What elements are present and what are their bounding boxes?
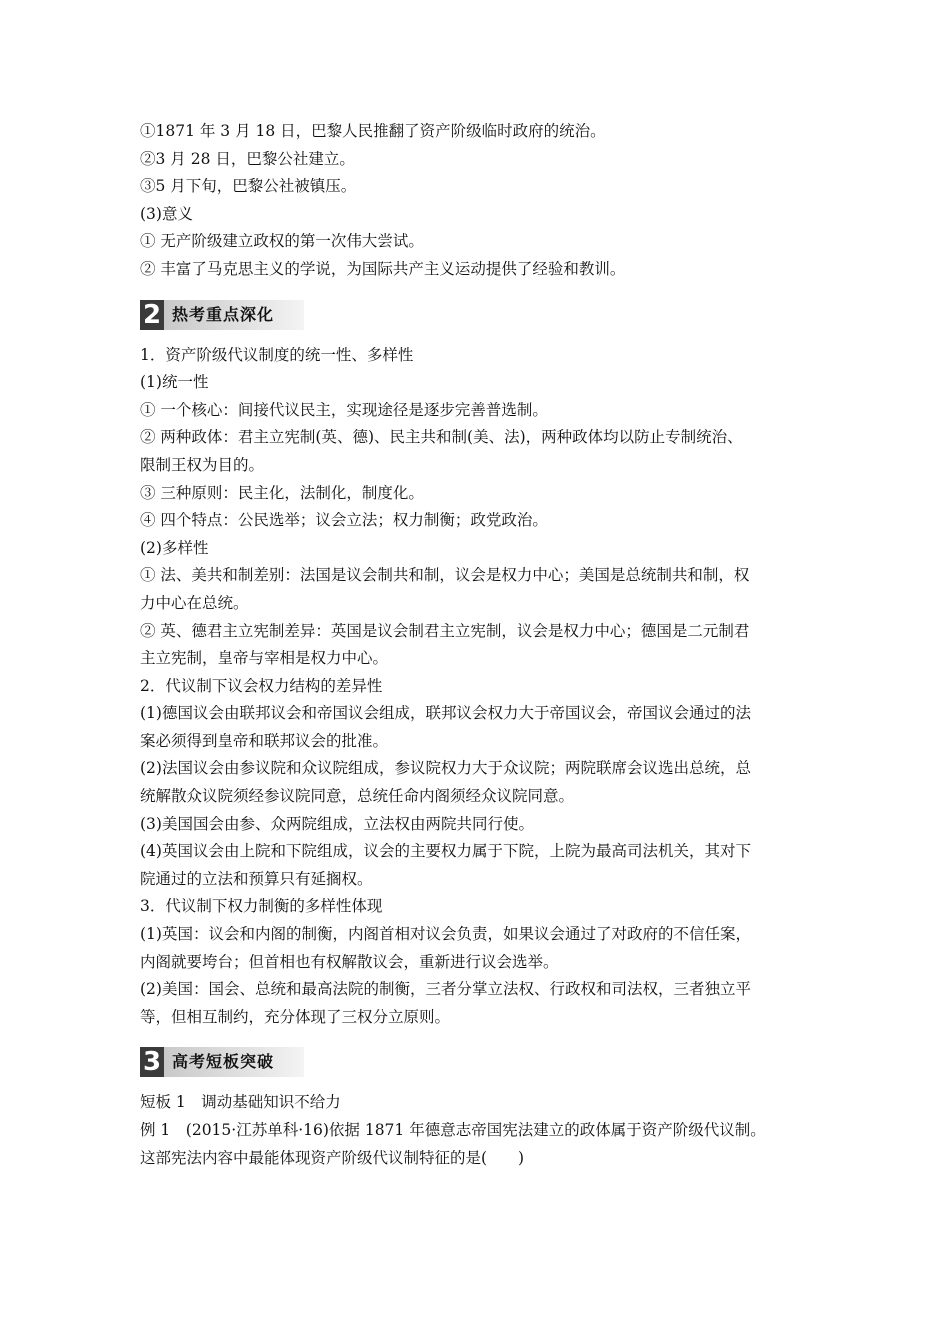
- paris-commune-block: [140, 118, 830, 284]
- text-line: ③5 月下旬，巴黎公社被镇压。: [140, 177, 357, 196]
- section-title: 高考短板突破: [164, 1047, 304, 1077]
- text-line: 限制王权为目的。: [140, 455, 265, 474]
- text-line: (1)德国议会由联邦议会和帝国议会组成，联邦议会权力大于帝国议会，帝国议会通过的法: [140, 704, 751, 723]
- text-line: ②3 月 28 日，巴黎公社建立。: [140, 149, 355, 168]
- text-line: 2．代议制下议会权力结构的差异性: [140, 676, 383, 695]
- text-line: (1)统一性: [140, 373, 209, 392]
- text-line: (3)意义: [140, 204, 193, 223]
- weak-points-block: [140, 1089, 830, 1172]
- section-header-3: [140, 1047, 830, 1077]
- text-line: 1．资产阶级代议制度的统一性、多样性: [140, 345, 414, 364]
- text-line: ① 一个核心：间接代议民主，实现途径是逐步完善普选制。: [140, 400, 548, 419]
- text-line: 3．代议制下权力制衡的多样性体现: [140, 897, 383, 916]
- text-line: ④ 四个特点：公民选举；议会立法；权力制衡；政党政治。: [140, 511, 548, 530]
- key-points-block: [140, 342, 830, 1032]
- document-page: [140, 118, 830, 1172]
- section-number: 2: [140, 300, 164, 330]
- section-number: 3: [140, 1047, 164, 1077]
- text-line: ①1871 年 3 月 18 日，巴黎人民推翻了资产阶级临时政府的统治。: [140, 122, 606, 140]
- text-line: (2)法国议会由参议院和众议院组成，参议院权力大于众议院；两院联席会议选出总统，总: [140, 759, 751, 778]
- text-line: (4)英国议会由上院和下院组成，议会的主要权力属于下院，上院为最高司法机关，其对下: [140, 842, 751, 861]
- text-line: ① 法、美共和制差别：法国是议会制共和制，议会是权力中心；美国是总统制共和制，权: [140, 566, 750, 585]
- text-line: 力中心在总统。: [140, 593, 249, 612]
- text-line: 内阁就要垮台；但首相也有权解散议会，重新进行议会选举。: [140, 952, 559, 971]
- text-line: 等，但相互制约，充分体现了三权分立原则。: [140, 1007, 451, 1026]
- text-line: ② 两种政体：君主立宪制(英、德)、民主共和制(美、法)，两种政体均以防止专制统治、: [140, 428, 743, 447]
- text-line: 案必须得到皇帝和联邦议会的批准。: [140, 731, 389, 750]
- text-line: (2)美国：国会、总统和最高法院的制衡，三者分掌立法权、行政权和司法权，三者独立平: [140, 980, 751, 999]
- section-header-2: [140, 300, 830, 330]
- text-line: 统解散众议院须经参议院同意，总统任命内阁须经众议院同意。: [140, 787, 575, 806]
- text-line: (3)美国国会由参、众两院组成，立法权由两院共同行使。: [140, 814, 534, 833]
- text-line: 例 1 (2015·江苏单科·16)依据 1871 年德意志帝国宪法建立的政体属于资产阶级代议制。: [140, 1121, 766, 1139]
- text-line: 主立宪制，皇帝与宰相是权力中心。: [140, 649, 389, 668]
- text-line: ② 英、德君主立宪制差异：英国是议会制君主立宪制，议会是权力中心；德国是二元制君: [140, 621, 750, 640]
- text-line: ③ 三种原则：民主化，法制化，制度化。: [140, 483, 424, 502]
- text-line: (2)多样性: [140, 538, 209, 557]
- text-line: (1)英国：议会和内阁的制衡，内阁首相对议会负责，如果议会通过了对政府的不信任案，: [140, 925, 751, 944]
- section-title: 热考重点深化: [164, 300, 304, 330]
- text-line: 短板 1 调动基础知识不给力: [140, 1093, 341, 1112]
- text-line: ① 无产阶级建立政权的第一次伟大尝试。: [140, 232, 424, 251]
- text-line: 这部宪法内容中最能体现资产阶级代议制特征的是( ): [140, 1148, 525, 1167]
- text-line: ② 丰富了马克思主义的学说，为国际共产主义运动提供了经验和教训。: [140, 259, 626, 278]
- text-line: 院通过的立法和预算只有延搁权。: [140, 869, 373, 888]
